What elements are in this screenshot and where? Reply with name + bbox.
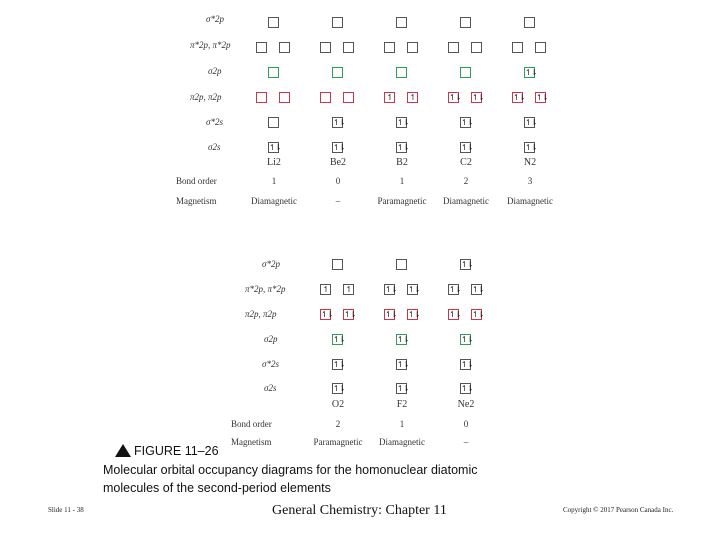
orbital-box [268,117,279,128]
orbital-box: ↿⇂ [408,310,420,319]
orbital-box: ↿⇂ [333,360,345,369]
orbital-box [460,67,471,78]
orbital-box [332,67,343,78]
molecule-label: F2 [396,399,408,410]
molecule-label: B2 [396,157,408,168]
molecule-label: Be2 [329,157,347,168]
orbital-box: ↿⇂ [385,285,397,294]
molecule-label: Li2 [267,157,281,168]
orbital-box: ↿⇂ [449,285,461,294]
triangle-icon [115,444,131,457]
magnetism-value: – [463,437,469,447]
magnetism-value: Diamagnetic [507,196,553,206]
orbital-box: ↿⇂ [461,118,473,127]
magnetism-value: Diamagnetic [443,196,489,206]
bond-order-value: 2 [335,419,341,429]
orbital-box: ↿⇂ [344,310,356,319]
orbital-box: ↿⇂ [408,285,420,294]
orbital-box: ↿⇂ [461,360,473,369]
orbital-box: ↿⇂ [269,143,281,152]
orbital-box [460,17,471,28]
orbital-box [279,42,290,53]
orbital-box: ↿ [343,284,354,295]
orbital-box [256,42,267,53]
orbital-box: ↿⇂ [461,143,473,152]
magnetism-label: Magnetism [176,196,217,206]
magnetism-value: Paramagnetic [313,437,363,447]
orbital-box: ↿⇂ [397,360,409,369]
orbital-box: ↿⇂ [333,335,345,344]
orbital-box: ↿ [384,92,395,103]
orbital-label-pi-2p: π2p, π2p [190,92,222,102]
orbital-box [343,42,354,53]
orbital-box [320,92,331,103]
orbital-box [396,259,407,270]
orbital-label-sigma-star-2s: σ*2s [262,359,279,369]
orbital-box: ↿ [407,92,418,103]
orbital-box: ↿⇂ [321,310,333,319]
orbital-box [524,17,535,28]
caption-line-2: molecules of the second-period elements [103,481,331,495]
figure-number: FIGURE 11–26 [134,444,219,458]
orbital-box: ↿⇂ [472,285,484,294]
molecule-label: O2 [331,399,345,410]
orbital-box: ↿⇂ [461,260,473,269]
orbital-box: ↿⇂ [461,335,473,344]
molecule-label: N2 [523,157,537,168]
orbital-box: ↿⇂ [397,118,409,127]
orbital-box [448,42,459,53]
bond-order-value: 0 [335,176,341,186]
slide-number: Slide 11 - 38 [48,506,84,514]
orbital-box [384,42,395,53]
orbital-label-sigma-2s: σ2s [264,383,277,393]
copyright-notice: Copyright © 2017 Pearson Canada Inc. [563,506,674,514]
orbital-box: ↿⇂ [472,93,484,102]
orbital-box [396,17,407,28]
orbital-box: ↿⇂ [513,93,525,102]
orbital-box: ↿⇂ [472,310,484,319]
chapter-title: General Chemistry: Chapter 11 [272,503,447,518]
orbital-box: ↿⇂ [461,384,473,393]
orbital-box [396,67,407,78]
bond-order-value: 1 [399,176,405,186]
orbital-label-sigma-star-2s: σ*2s [206,117,223,127]
orbital-box [320,42,331,53]
caption-line-1: Molecular orbital occupancy diagrams for the homonuclear diatomic [103,463,478,477]
orbital-box: ↿⇂ [333,118,345,127]
orbital-box: ↿⇂ [333,143,345,152]
orbital-box: ↿⇂ [385,310,397,319]
orbital-box [407,42,418,53]
orbital-box: ↿⇂ [525,118,537,127]
orbital-box: ↿⇂ [333,384,345,393]
bond-order-value: 2 [463,176,469,186]
orbital-box [332,17,343,28]
orbital-label-pi-star-2p: π*2p, π*2p [245,284,286,294]
orbital-box: ↿⇂ [449,310,461,319]
orbital-box [256,92,267,103]
orbital-label-sigma-star-2p: σ*2p [206,14,224,24]
orbital-box [332,259,343,270]
orbital-box: ↿⇂ [525,143,537,152]
orbital-box [535,42,546,53]
orbital-box: ↿⇂ [449,93,461,102]
orbital-box [471,42,482,53]
orbital-label-pi-star-2p: π*2p, π*2p [190,40,231,50]
orbital-box [268,17,279,28]
orbital-box: ↿⇂ [397,143,409,152]
bond-order-value: 0 [463,419,469,429]
orbital-box: ↿⇂ [397,335,409,344]
magnetism-label: Magnetism [231,437,272,447]
orbital-label-pi-2p: π2p, π2p [245,309,277,319]
bond-order-value: 1 [399,419,405,429]
magnetism-value: Diamagnetic [251,196,297,206]
magnetism-value: – [335,196,341,206]
orbital-label-sigma-2p: σ2p [264,334,278,344]
orbital-box [512,42,523,53]
orbital-label-sigma-2p: σ2p [208,66,222,76]
molecule-label: Ne2 [457,399,475,410]
bond-order-label: Bond order [231,419,272,429]
orbital-box: ↿⇂ [536,93,548,102]
orbital-label-sigma-2s: σ2s [208,142,221,152]
orbital-box: ↿⇂ [397,384,409,393]
orbital-box [279,92,290,103]
bond-order-value: 1 [271,176,277,186]
bond-order-label: Bond order [176,176,217,186]
molecule-label: C2 [460,157,472,168]
bond-order-value: 3 [527,176,533,186]
orbital-box: ↿ [320,284,331,295]
orbital-label-sigma-star-2p: σ*2p [262,259,280,269]
orbital-box [268,67,279,78]
magnetism-value: Diamagnetic [379,437,425,447]
orbital-box: ↿⇂ [525,68,537,77]
magnetism-value: Paramagnetic [377,196,427,206]
orbital-box [343,92,354,103]
